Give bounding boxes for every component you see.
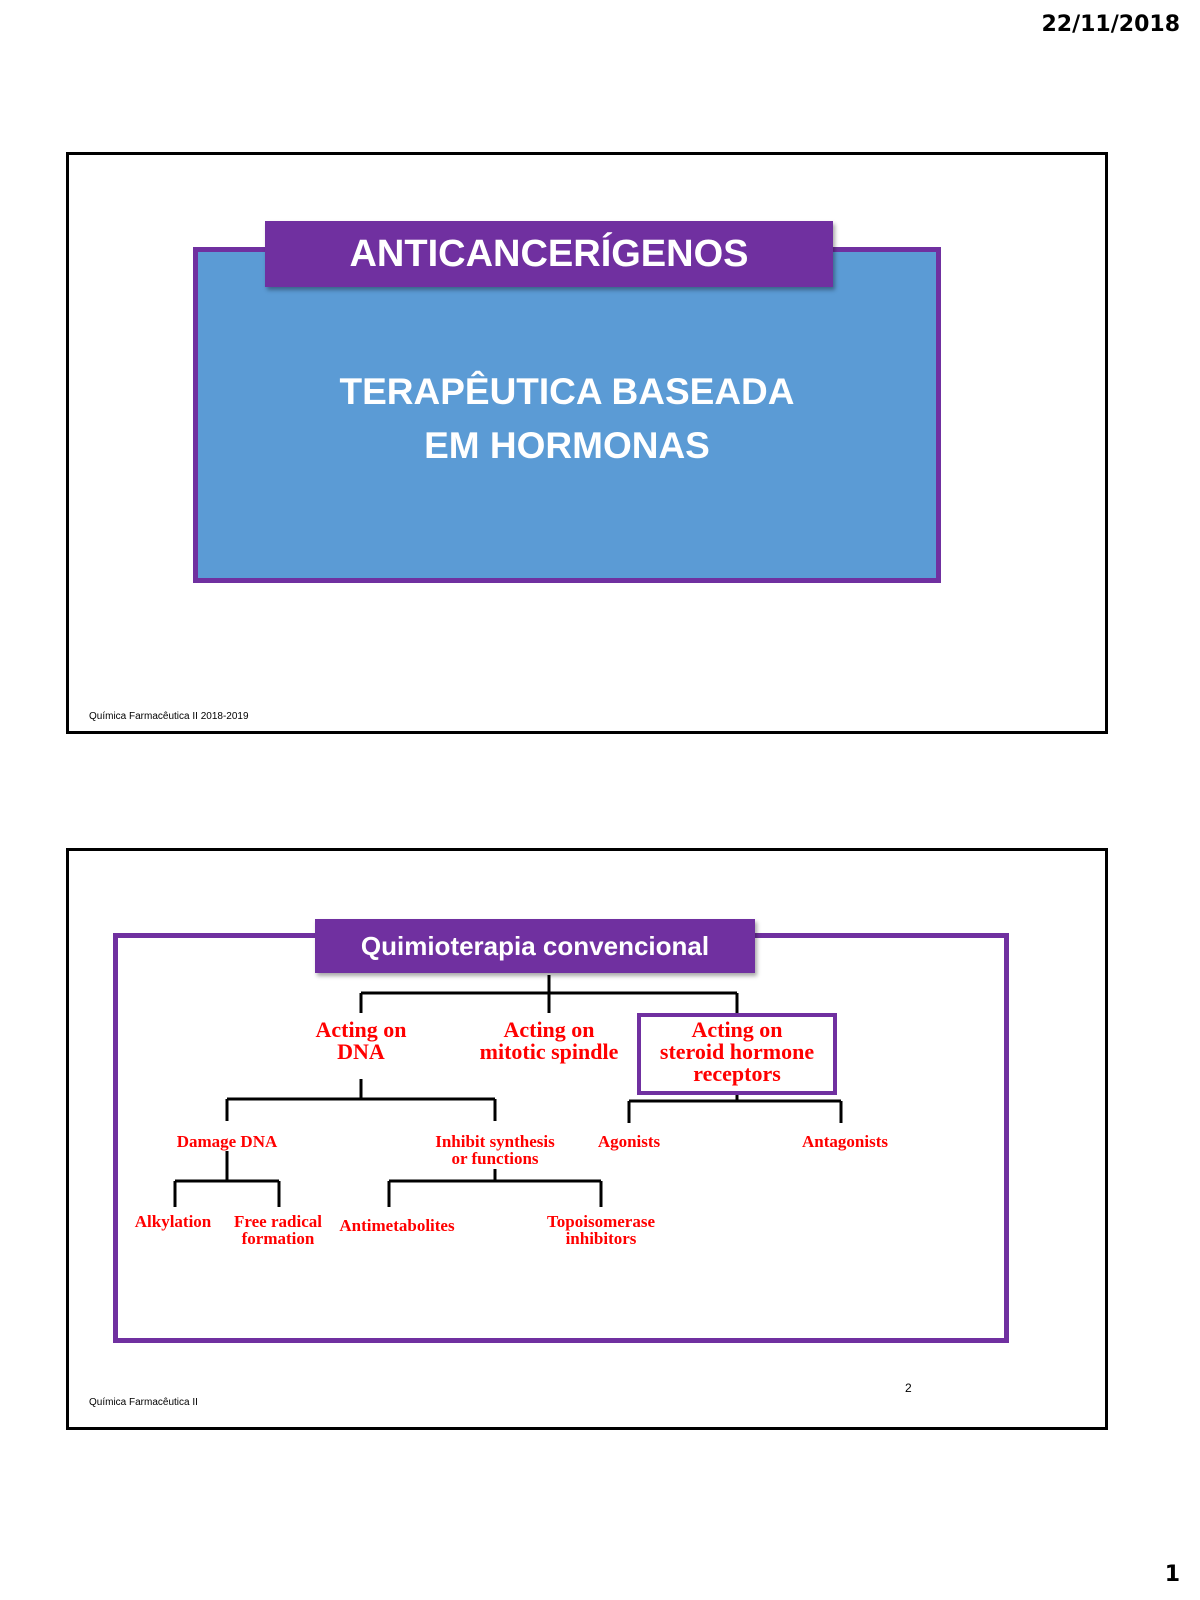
- page-date: 22/11/2018: [1041, 12, 1180, 37]
- node-topoisomerase-inhibitors: [531, 1213, 671, 1247]
- node-damage-dna: Damage DNA: [176, 1132, 278, 1151]
- slide-1-title: ANTICANCERÍGENOS: [265, 221, 833, 287]
- node-line: inhibitors: [565, 1229, 637, 1248]
- node-acting-on-dna: [281, 1019, 441, 1063]
- node-line: or functions: [451, 1149, 539, 1168]
- node-acting-on-steroid-receptors: [641, 1019, 833, 1085]
- page-number: 1: [1164, 1562, 1180, 1587]
- subtitle-line-2: EM HORMONAS: [424, 425, 710, 466]
- node-antagonists: Antagonists: [802, 1132, 888, 1151]
- node-line: Acting on: [691, 1017, 783, 1042]
- node-line: receptors: [693, 1061, 781, 1086]
- node-line: formation: [241, 1229, 315, 1248]
- node-line: mitotic spindle: [479, 1039, 619, 1064]
- node-line: Inhibit synthesis: [435, 1132, 555, 1151]
- node-alkylation: Alkylation: [134, 1212, 212, 1231]
- subtitle-line-1: TERAPÊUTICA BASEADA: [339, 371, 795, 412]
- node-line: Free radical: [234, 1212, 322, 1231]
- node-free-radical-formation: [223, 1213, 333, 1247]
- slide-2-footer: Química Farmacêutica II: [89, 1397, 198, 1408]
- slide-1-footer: Química Farmacêutica II 2018-2019: [89, 711, 249, 722]
- slide-1-subtitle: [193, 365, 941, 473]
- slide-1: [66, 152, 1108, 734]
- node-line: Topoisomerase: [547, 1212, 655, 1231]
- node-line: steroid hormone: [659, 1039, 815, 1064]
- slide-2-title: Quimioterapia convencional: [315, 919, 755, 973]
- slide-number: 2: [905, 1381, 912, 1395]
- node-acting-on-mitotic-spindle: [459, 1019, 639, 1063]
- node-line: Acting on: [315, 1017, 407, 1042]
- slide-2: [66, 848, 1108, 1430]
- node-line: DNA: [337, 1039, 385, 1064]
- node-antimetabolites: Antimetabolites: [339, 1216, 455, 1235]
- node-agonists: Agonists: [597, 1132, 661, 1151]
- node-line: Acting on: [503, 1017, 595, 1042]
- node-inhibit-synthesis: [415, 1133, 575, 1167]
